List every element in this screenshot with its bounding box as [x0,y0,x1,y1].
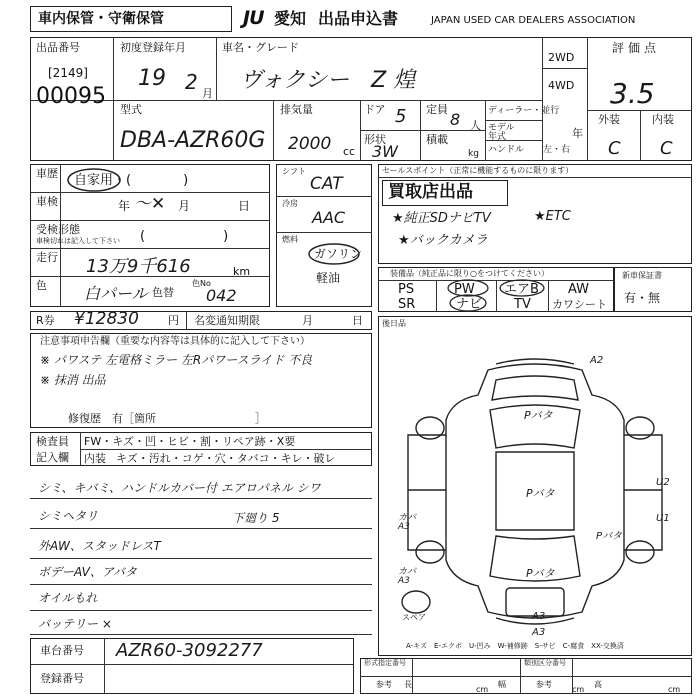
load-label: 積載 [426,133,448,146]
drive-2wd: 2WD [548,51,575,64]
sales-item-2: ★ETC [534,209,571,224]
chassis-value: AZR60-3092277 [116,640,263,661]
sales-highlight: 買取店出品 [388,182,473,202]
capacity-label: 定員 [426,103,448,116]
inspection-label: 車検 [36,195,58,208]
warranty-label: 新車保証書 [622,271,662,280]
equip-aw: AW [568,282,590,297]
note-1: ※ パワステ 左電格ミラー 左Rパワースライド 不良 [40,353,313,367]
registration-month: 2 [185,70,198,94]
diagram-mark-rear: Pバタ [526,567,555,580]
sales-points-label: セールスポイント（正常に機能するものに限ります） [382,166,574,175]
exterior-label: 外装 [598,113,620,126]
capacity-unit: 人 [470,119,481,132]
diagram-mark-left-2: カバ A3 [398,567,417,586]
interior-label: 内装 [652,113,674,126]
model-name-value: ヴォクシー Z 煌 [240,68,416,93]
after-date-label: 後日品 [382,319,406,328]
footer-type-label: 形式指定番号 [364,659,406,667]
doors-label: ドア [364,103,386,116]
footer-height: 高 [594,680,602,689]
displacement-value: 2000 [288,134,332,154]
inspector-label-2: 記入欄 [36,451,69,464]
equipment-circles [440,278,600,312]
form-title: 出品申込書 [318,9,399,28]
inspection-year: 年 [118,199,131,213]
rating-value: 3.5 [610,77,655,110]
inspection-day: 日 [238,199,251,213]
repair-label: 修復歴 有［箇所 ］ [68,412,266,425]
load-unit: kg [468,149,479,159]
footer-length: 長 [404,680,412,689]
comment-1: シミ、キバミ、ハンドルカバー付 エアロパネル シワ [38,481,321,495]
footer-width: 幅 [498,680,506,689]
comment-6: バッテリー × [38,617,112,631]
shape-label: 形状 [364,133,386,146]
inspector-label-1: 検査員 [36,435,69,448]
fuel-circle [306,242,362,266]
diagram-mark-roof: Pバタ [526,487,555,500]
equip-ps: PS [398,282,415,297]
inspection-handwritten: 〜✕ [134,194,166,214]
recycle-value: ¥12830 [74,309,139,329]
shape-value: 3W [372,142,398,161]
lot-number: 00095 [36,84,106,109]
color-change-label: 色替 [152,286,174,299]
color-code: 042 [206,286,237,305]
inspector-row-2-label: 内装 [84,452,106,465]
interior-value: C [660,138,673,159]
service-record-paren: ( ) [140,229,229,244]
diagram-mark-a3-bottom-1: A3 [532,611,546,622]
equip-kawa-seat: カワシート [552,298,607,311]
equipment-label: 装備品（純正品に限り○をつけてください） [390,269,549,278]
shift-value: CAT [310,174,343,194]
equip-pw: PW [454,282,475,297]
recycle-unit: 円 [168,314,179,327]
footer-class-label: 類別区分番号 [524,659,566,667]
diagram-mark-u1: U1 [656,513,670,524]
diagram-mark-u2: U2 [656,477,670,488]
service-record-note: 車検切れは記入して下さい [36,237,120,245]
diagram-mark-a3-bottom-2: A3 [532,627,546,638]
footer-cm-2: cm [572,685,585,694]
equip-airbag: エアB [504,282,539,297]
diagram-mark-left-1: カバ A3 [398,513,417,532]
brand-name: 愛知 [274,9,307,28]
comment-5: オイルもれ [38,591,98,605]
chassis-label: 車台番号 [40,644,84,657]
history-value: 自家用・( ) [74,173,189,188]
note-2: ※ 抹消 出品 [40,373,106,387]
fuel-label: 燃料 [282,235,298,244]
equip-tv: TV [514,297,531,312]
tax-month: 月 [302,314,313,327]
model-name-label: 車名・グレード [222,41,299,54]
mileage-value: 13万9千616 [86,256,191,277]
history-circle [64,166,124,194]
mileage-label: 走行 [36,251,58,264]
capacity-value: 8 [450,110,461,129]
history-label: 車歴 [36,167,58,180]
doors-value: 5 [395,106,407,127]
comment-4: ボデーAV、アバタ [38,565,137,579]
exterior-value: C [608,138,621,159]
mileage-unit: km [233,265,251,278]
comment-3: 外AW、スタッドレスT [38,539,161,553]
inspector-row-2: キズ・汚れ・コゲ・穴・タバコ・キレ・破レ [116,452,336,465]
damage-legend: A-キズ E-エクボ U-凹み W-補修跡 S-サビ C-腐食 XX-交換済 [406,642,624,650]
displacement-unit: cc [343,145,356,158]
sales-item-3: ★バックカメラ [398,233,488,248]
storage-label: 車内保管・守衛保管 [38,11,164,27]
displacement-label: 排気量 [280,103,313,116]
dealer-label: ディーラー・並行 [488,106,560,116]
rating-label: 評価点 [612,41,661,55]
inspector-row-1: FW・キズ・凹・ヒビ・割・リペア跡・X要 [84,435,296,448]
lot-sub-number: [2149] [48,66,88,80]
tax-label: 名変通知期限 [194,314,260,327]
plate-label: 登録番号 [40,672,84,685]
inspection-month: 月 [178,199,191,213]
color-value: 白パール [84,284,148,303]
recycle-label: R券 [36,314,55,327]
service-record-label: 受検形態 [36,223,80,236]
handle-side: 左・右 [543,145,571,155]
ac-value: AAC [312,208,346,227]
comment-2: シミヘタリ [38,509,99,523]
sales-item-1: ★純正SDナビTV [392,211,491,226]
registration-label: 初度登録年月 [120,41,186,54]
model-year-label: モデル年式 [488,123,515,142]
footer-cm-3: cm [668,685,681,694]
brand-logo: JU [243,7,264,29]
ac-label: 冷房 [282,199,298,208]
association-name: JAPAN USED CAR DEALERS ASSOCIATION [431,15,636,26]
fuel-option: 軽油 [316,271,341,285]
footer-ref-2: 参考 [536,680,552,689]
equip-navi: ナビ [456,297,483,312]
notes-label: 注意事項申告欄（重要な内容等は具体的に記入して下さい） [40,336,310,347]
diagram-mark-hood: Pバタ [524,409,553,422]
color-code-label: 色No [192,279,211,288]
equip-sr: SR [398,297,416,312]
model-year-unit: 年 [572,127,583,140]
footer-ref-1: 参考 [376,680,392,689]
fuel-value: ガソリン [314,247,363,261]
warranty-options: 有・無 [624,291,661,305]
diagram-mark-right: Pバタ [596,531,623,542]
spare-label: スペア [402,613,426,622]
registration-year: 19 [138,66,166,91]
tire-note: 下廻り 5 [232,511,280,525]
tax-day: 日 [352,314,363,327]
shift-label: シフト [282,167,306,176]
type-label: 型式 [120,103,142,116]
registration-month-unit: 月 [202,87,213,100]
color-label: 色 [36,279,47,292]
drive-4wd: 4WD [548,79,575,92]
handle-label: ハンドル [488,145,525,155]
lot-label: 出品番号 [36,41,80,54]
type-value: DBA-AZR60G [120,128,266,153]
footer-cm-1: cm [476,685,489,694]
diagram-mark-a2-top: A2 [590,355,604,366]
